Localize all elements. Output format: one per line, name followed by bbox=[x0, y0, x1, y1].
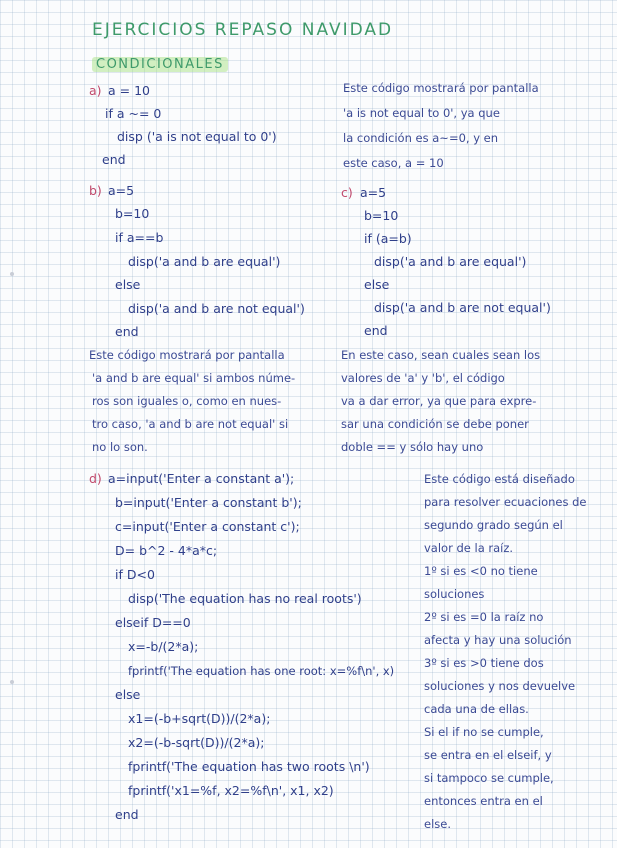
explanation-line: cada una de ellas. bbox=[424, 702, 529, 716]
explanation-line: si tampoco se cumple, bbox=[424, 771, 554, 785]
code-line: end bbox=[115, 324, 139, 339]
code-line: fprintf('x1=%f, x2=%f\n', x1, x2) bbox=[128, 783, 334, 798]
explanation-line: 2º si es =0 la raíz no bbox=[424, 610, 544, 624]
explanation-line: 3º si es >0 tiene dos bbox=[424, 656, 544, 670]
code-line: elseif D==0 bbox=[115, 615, 191, 630]
page-title: EJERCICIOS REPASO NAVIDAD bbox=[92, 20, 394, 40]
binder-hole bbox=[10, 272, 14, 276]
code-line: end bbox=[102, 152, 126, 167]
explanation-line: soluciones bbox=[424, 587, 485, 601]
code-line: else bbox=[115, 277, 141, 292]
explanation-line: En este caso, sean cuales sean los bbox=[341, 348, 541, 362]
code-line: fprintf('The equation has one root: x=%f\n', x) bbox=[128, 664, 395, 678]
code-line: if a ~= 0 bbox=[105, 106, 162, 121]
explanation-line: entonces entra en el bbox=[424, 794, 543, 808]
explanation-line: Si el if no se cumple, bbox=[424, 725, 544, 739]
code-line: if D<0 bbox=[115, 567, 155, 582]
code-line: a=5 bbox=[360, 185, 387, 200]
code-line: D= b^2 - 4*a*c; bbox=[115, 543, 218, 558]
exercise-label-a: a) bbox=[89, 83, 102, 98]
explanation-line: 'a is not equal to 0', ya que bbox=[343, 106, 500, 120]
code-line: x1=(-b+sqrt(D))/(2*a); bbox=[128, 711, 271, 726]
code-line: a = 10 bbox=[108, 83, 150, 98]
explanation-line: 1º si es <0 no tiene bbox=[424, 564, 538, 578]
code-line: disp('a and b are equal') bbox=[374, 254, 527, 269]
explanation-line: 'a and b are equal' si ambos núme- bbox=[92, 371, 296, 385]
explanation-line: para resolver ecuaciones de bbox=[424, 495, 587, 509]
code-line: c=input('Enter a constant c'); bbox=[115, 519, 300, 534]
code-line: if (a=b) bbox=[364, 231, 412, 246]
exercise-label-c: c) bbox=[341, 185, 353, 200]
code-line: end bbox=[115, 807, 139, 822]
binder-hole bbox=[10, 680, 14, 684]
explanation-line: Este código mostrará por pantalla bbox=[89, 348, 285, 362]
code-line: else bbox=[115, 687, 141, 702]
code-line: b=input('Enter a constant b'); bbox=[115, 495, 302, 510]
code-line: x2=(-b-sqrt(D))/(2*a); bbox=[128, 735, 265, 750]
code-line: a=5 bbox=[108, 183, 135, 198]
explanation-line: ros son iguales o, como en nues- bbox=[92, 394, 282, 408]
code-line: b=10 bbox=[115, 206, 150, 221]
explanation-line: va a dar error, ya que para expre- bbox=[341, 394, 537, 408]
code-line: disp('a and b are not equal') bbox=[128, 301, 305, 316]
explanation-line: este caso, a = 10 bbox=[343, 156, 444, 170]
explanation-line: no lo son. bbox=[92, 440, 148, 454]
code-line: end bbox=[364, 323, 388, 338]
code-line: if a==b bbox=[115, 230, 164, 245]
exercise-label-b: b) bbox=[89, 183, 102, 198]
explanation-line: afecta y hay una solución bbox=[424, 633, 572, 647]
explanation-line: doble == y sólo hay uno bbox=[341, 440, 484, 454]
exercise-label-d: d) bbox=[89, 471, 102, 486]
code-line: else bbox=[364, 277, 390, 292]
code-line: disp('a and b are equal') bbox=[128, 254, 281, 269]
explanation-line: se entra en el elseif, y bbox=[424, 748, 552, 762]
code-line: a=input('Enter a constant a'); bbox=[108, 471, 295, 486]
explanation-line: soluciones y nos devuelve bbox=[424, 679, 576, 693]
code-line: disp('a and b are not equal') bbox=[374, 300, 551, 315]
code-line: disp ('a is not equal to 0') bbox=[117, 129, 277, 144]
code-line: fprintf('The equation has two roots \n') bbox=[128, 759, 370, 774]
explanation-line: la condición es a~=0, y en bbox=[343, 131, 499, 145]
code-line: b=10 bbox=[364, 208, 399, 223]
explanation-line: valores de 'a' y 'b', el código bbox=[341, 371, 505, 385]
section-heading: CONDICIONALES bbox=[92, 57, 228, 72]
explanation-line: segundo grado según el bbox=[424, 518, 563, 532]
code-line: x=-b/(2*a); bbox=[128, 639, 199, 654]
explanation-line: sar una condición se debe poner bbox=[341, 417, 529, 431]
explanation-line: else. bbox=[424, 817, 451, 831]
code-line: disp('The equation has no real roots') bbox=[128, 591, 362, 606]
explanation-line: tro caso, 'a and b are not equal' si bbox=[92, 417, 289, 431]
explanation-line: Este código está diseñado bbox=[424, 472, 575, 486]
explanation-line: Este código mostrará por pantalla bbox=[343, 81, 539, 95]
explanation-line: valor de la raíz. bbox=[424, 541, 514, 555]
